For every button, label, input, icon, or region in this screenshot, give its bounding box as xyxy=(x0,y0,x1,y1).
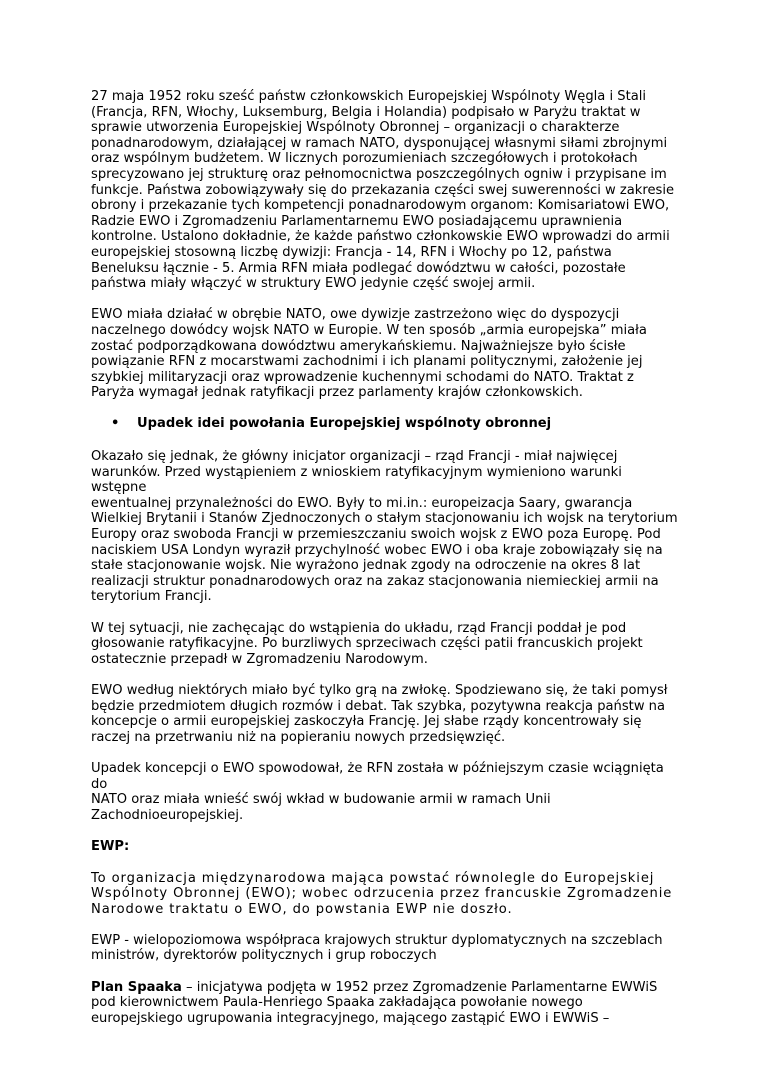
bullet-icon: • xyxy=(111,416,120,432)
paragraph-ewp-definition: To organizacja międzynarodowa mająca powstać równolegle do Europejskiej Wspólnoty Obronnej (EWO); wobec odrzucenia przez francuskie Zgromadzenie Narodowe traktatu o EWO, do powstania EWP nie doszło. xyxy=(91,870,673,917)
heading-ewp: EWP: xyxy=(91,838,130,854)
spaak-plan-term: Plan Spaaka xyxy=(91,979,182,995)
paragraph-delay-tactic: EWO według niektórych miało być tylko grą na zwłokę. Spodziewano się, że taki pomysł będzie przedmiotem długich rozmów i debat. Tak szybka, pozytywna reakcja państw na koncepcje o armii europejskiej zaskoczyła Francję. Jej słabe rządy koncentrowały się raczej na przetrwaniu niż na popieraniu nowych przedsięwzięć. xyxy=(91,682,668,745)
section-heading-edc-collapse: Upadek idei powołania Europejskiej wspólnoty obronnej xyxy=(137,416,552,432)
document-page xyxy=(91,89,681,1042)
paragraph-spaak-plan xyxy=(91,980,681,1027)
paragraph-ewp-cooperation: EWP - wielopoziomowa współpraca krajowych struktur dyplomatycznych na szczeblach ministrów, dyrektorów politycznych i grup roboczych xyxy=(91,932,663,964)
bullet-heading-row xyxy=(91,416,681,432)
paragraph-nato-subordination: EWO miała działać w obrębie NATO, owe dywizje zastrzeżono więc do dyspozycji naczelnego dowódcy wojsk NATO w Europie. W ten sposób „armia europejska” miała zostać podporządkowana dowództwu amerykańskiemu. Najważniejsze było ścisłe powiązanie RFN z mocarstwami zachodnimi i ich planami politycznymi, założenie jej szybkiej militaryzacji oraz wprowadzenie kuchennymi schodami do NATO. Traktat z Paryża wymagał jednak ratyfikacji przez parlamenty krajów członkowskich. xyxy=(91,307,647,401)
paragraph-treaty-signing: 27 maja 1952 roku sześć państw członkowskich Europejskiej Wspólnoty Węgla i Stali (Francja, RFN, Włochy, Luksemburg, Belgia i Holandia) podpisało w Paryżu traktat w sprawie utworzenia Europejskiej Wspólnoty Obronnej – organizacji o charakterze ponadnarodowym, działającej w ramach NATO, dysponującej własnymi siłami zbrojnymi oraz wspólnym budżetem. W licznych porozumieniach szczegółowych i protokołach sprecyzowano jej strukturę oraz pełnomocnictwa poszczególnych ogniw i przypisane im funkcje. Państwa zobowiązywały się do przekazania części swej suwerenności w zakresie obrony i przekazanie tych kompetencji ponadnarodowym organom: Komisariatowi EWO, Radzie EWO i Zgromadzeniu Parlamentarnemu EWO posiadającemu uprawnienia kontrolne. Ustalono dokładnie, że każde państwo członkowskie EWO wprowadzi do armii europejskiej stosowną liczbę dywizji: Francja - 14, RFN i Włochy po 12, państwa Beneluksu łącznie - 5. Armia RFN miała podlegać dowództwu w całości, pozostałe państwa miały włączyć w struktury EWO jedynie część swojej armii. xyxy=(91,89,675,292)
paragraph-french-conditions: Okazało się jednak, że główny inicjator organizacji – rząd Francji - miał najwięcej warunków. Przed wystąpieniem z wnioskiem ratyfikacyjnym wymieniono warunki wstępne ewentualnej przynależności do EWO. Były to mi.in.: europeizacja Saary, gwarancja Wielkiej Brytanii i Stanów Zjednoczonych o stałym stacjonowaniu ich wojsk na terytorium Europy oraz swoboda Francji w przemieszczaniu swoich wojsk z EWO poza Europę. Pod naciskiem USA Londyn wyraził przychylność wobec EWO i oba kraje zobowiązały się na stałe stacjonowanie wojsk. Nie wyrażono jednak zgody na odroczenie na okres 8 lat realizacji struktur ponadnarodowych oraz na zakaz stacjonowania niemieckiej armii na terytorium Francji. xyxy=(91,449,678,605)
paragraph-ratification-vote: W tej sytuacji, nie zachęcając do wstąpienia do układu, rząd Francji poddał je pod głosowanie ratyfikacyjne. Po burzliwych sprzeciwach części patii francuskich projekt ostatecznie przepadł w Zgromadzeniu Narodowym. xyxy=(91,620,643,667)
paragraph-consequences: Upadek koncepcji o EWO spowodował, że RFN została w późniejszym czasie wciągnięta do NATO oraz miała wnieść swój wkład w budowanie armii w ramach Unii Zachodnioeuropejskiej. xyxy=(91,760,664,823)
spaak-plan-description: – inicjatywa podjęta w 1952 przez Zgromadzenie Parlamentarne EWWiS pod kierownictwem Paula-Henriego Spaaka zakładająca powołanie nowego europejskiego ugrupowania integracyjnego, mającego zastąpić EWO i EWWiS – xyxy=(91,979,658,1026)
